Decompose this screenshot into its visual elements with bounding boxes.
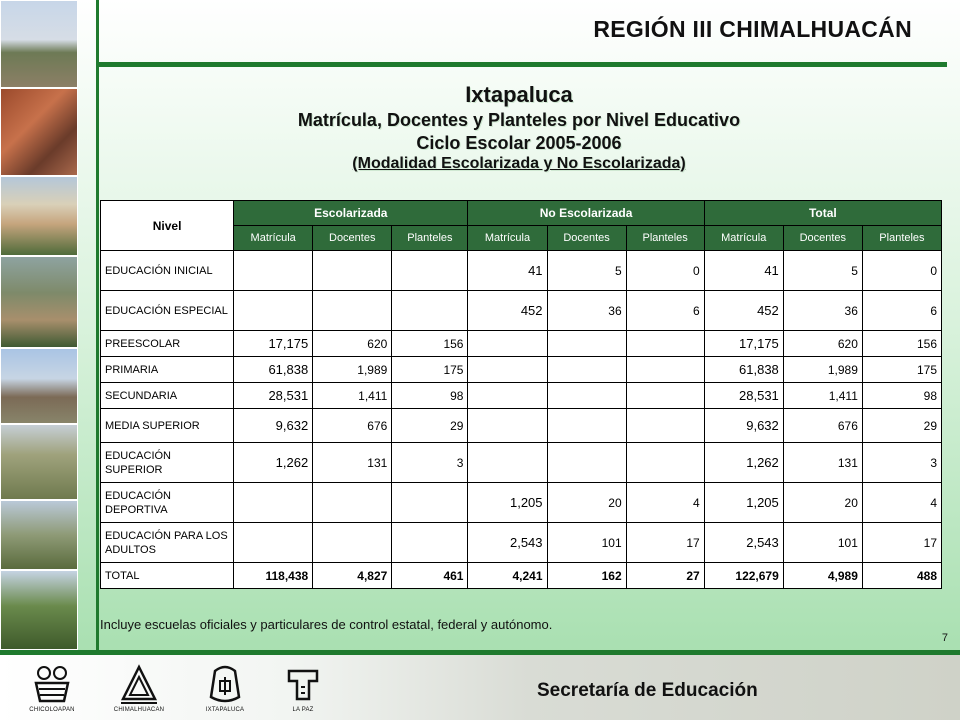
value-cell: [313, 251, 392, 291]
value-cell: [626, 357, 704, 383]
column-header: Docentes: [783, 226, 862, 251]
table-row: [101, 523, 942, 563]
value-cell: 4: [862, 483, 941, 523]
value-cell: [626, 383, 704, 409]
value-cell: [547, 409, 626, 443]
table-row: [101, 291, 942, 331]
logo-caption: CHICOLOAPAN: [29, 707, 75, 713]
value-cell: 36: [783, 291, 862, 331]
logo-caption: IXTAPALUCA: [205, 707, 245, 713]
value-cell: 0: [862, 251, 941, 291]
nivel-cell: PREESCOLAR: [101, 331, 234, 357]
value-cell: 1,989: [313, 357, 392, 383]
group-header-total: Total: [704, 201, 941, 226]
value-cell: 4,827: [313, 563, 392, 589]
group-header-row: [101, 201, 942, 226]
region-title: REGIÓN III CHIMALHUACÁN: [593, 16, 912, 42]
table-row: [101, 383, 942, 409]
value-cell: 101: [783, 523, 862, 563]
value-cell: [313, 523, 392, 563]
value-cell: [392, 483, 468, 523]
value-cell: 1,205: [468, 483, 547, 523]
value-cell: 6: [626, 291, 704, 331]
nivel-cell: EDUCACIÓN PARA LOS ADULTOS: [101, 523, 234, 563]
page-number: 7: [941, 632, 948, 644]
modality-title: (Modalidad Escolarizada y No Escolarizada): [352, 155, 686, 172]
value-cell: 1,411: [313, 383, 392, 409]
value-cell: 17,175: [234, 331, 313, 357]
logo-caption: LA PAZ: [292, 707, 314, 713]
column-header: Planteles: [862, 226, 941, 251]
value-cell: [392, 251, 468, 291]
cycle-title: Ciclo Escolar 2005-2006: [416, 133, 622, 153]
nivel-cell: EDUCACIÓN SUPERIOR: [101, 443, 234, 483]
value-cell: [626, 331, 704, 357]
value-cell: 1,205: [704, 483, 783, 523]
logo-caption: CHIMALHUACAN: [113, 707, 165, 713]
street-photo: [0, 256, 78, 348]
nivel-cell: EDUCACIÓN DEPORTIVA: [101, 483, 234, 523]
value-cell: 17,175: [704, 331, 783, 357]
footnote: Incluye escuelas oficiales y particulares de control estatal, federal y autónomo.: [100, 617, 553, 632]
value-cell: 1,262: [704, 443, 783, 483]
ixtapaluca-logo: [197, 663, 253, 713]
column-header: Docentes: [313, 226, 392, 251]
photo-strip: [0, 0, 82, 650]
value-cell: 156: [862, 331, 941, 357]
value-cell: 156: [392, 331, 468, 357]
value-cell: 41: [704, 251, 783, 291]
church-photo: [0, 0, 78, 88]
chicoloapan-logo: [24, 663, 80, 713]
value-cell: [547, 383, 626, 409]
value-cell: [547, 331, 626, 357]
value-cell: [468, 357, 547, 383]
value-cell: [626, 443, 704, 483]
value-cell: 131: [313, 443, 392, 483]
chimalhuacan-logo: [111, 663, 167, 713]
value-cell: 3: [392, 443, 468, 483]
value-cell: [234, 483, 313, 523]
value-cell: 41: [468, 251, 547, 291]
value-cell: 122,679: [704, 563, 783, 589]
cathedral-photo: [0, 176, 78, 256]
enrollment-table: [100, 200, 942, 589]
column-header: Planteles: [392, 226, 468, 251]
value-cell: 9,632: [704, 409, 783, 443]
value-cell: 1,411: [783, 383, 862, 409]
value-cell: [547, 443, 626, 483]
value-cell: 9,632: [234, 409, 313, 443]
value-cell: [392, 523, 468, 563]
value-cell: [313, 483, 392, 523]
value-cell: [626, 409, 704, 443]
trees-photo: [0, 570, 78, 650]
value-cell: 5: [547, 251, 626, 291]
value-cell: [547, 357, 626, 383]
value-cell: 452: [468, 291, 547, 331]
nivel-header: Nivel: [101, 201, 234, 251]
table-row: [101, 251, 942, 291]
nivel-cell: SECUNDARIA: [101, 383, 234, 409]
footer: [0, 655, 960, 720]
column-header: Matrícula: [234, 226, 313, 251]
title-block: [99, 82, 939, 174]
value-cell: 4,989: [783, 563, 862, 589]
municipality-title: Ixtapaluca: [465, 82, 573, 107]
value-cell: [468, 383, 547, 409]
table-row: [101, 331, 942, 357]
value-cell: 620: [783, 331, 862, 357]
value-cell: 2,543: [704, 523, 783, 563]
nivel-cell: EDUCACIÓN ESPECIAL: [101, 291, 234, 331]
value-cell: [468, 409, 547, 443]
value-cell: 101: [547, 523, 626, 563]
value-cell: 28,531: [234, 383, 313, 409]
value-cell: 3: [862, 443, 941, 483]
value-cell: [313, 291, 392, 331]
nivel-cell: MEDIA SUPERIOR: [101, 409, 234, 443]
value-cell: 29: [862, 409, 941, 443]
value-cell: 1,989: [783, 357, 862, 383]
value-cell: [392, 291, 468, 331]
ruins-photo: [0, 88, 78, 176]
value-cell: 28,531: [704, 383, 783, 409]
value-cell: 461: [392, 563, 468, 589]
value-cell: 29: [392, 409, 468, 443]
value-cell: [468, 331, 547, 357]
column-header: Matrícula: [468, 226, 547, 251]
value-cell: 2,543: [468, 523, 547, 563]
value-cell: [468, 443, 547, 483]
value-cell: 676: [313, 409, 392, 443]
group-header-escolarizada: Escolarizada: [234, 201, 468, 226]
value-cell: 0: [626, 251, 704, 291]
value-cell: 1,262: [234, 443, 313, 483]
value-cell: [234, 523, 313, 563]
value-cell: [234, 291, 313, 331]
value-cell: 676: [783, 409, 862, 443]
value-cell: 5: [783, 251, 862, 291]
chicoloapan-logo-icon: [30, 663, 74, 705]
value-cell: 98: [862, 383, 941, 409]
value-cell: 175: [392, 357, 468, 383]
header-divider: [99, 62, 947, 67]
nivel-cell: EDUCACIÓN INICIAL: [101, 251, 234, 291]
value-cell: 6: [862, 291, 941, 331]
value-cell: 118,438: [234, 563, 313, 589]
value-cell: 175: [862, 357, 941, 383]
value-cell: 4,241: [468, 563, 547, 589]
table-row: [101, 483, 942, 523]
nivel-cell: PRIMARIA: [101, 357, 234, 383]
value-cell: 131: [783, 443, 862, 483]
value-cell: 488: [862, 563, 941, 589]
value-cell: 20: [783, 483, 862, 523]
value-cell: 17: [862, 523, 941, 563]
nivel-cell: TOTAL: [101, 563, 234, 589]
secretaria-label: Secretaría de Educación: [537, 680, 758, 701]
value-cell: 61,838: [704, 357, 783, 383]
column-header: Matrícula: [704, 226, 783, 251]
ixtapaluca-logo-icon: [203, 663, 247, 705]
column-header: Planteles: [626, 226, 704, 251]
value-cell: 61,838: [234, 357, 313, 383]
value-cell: 27: [626, 563, 704, 589]
field-photo: [0, 424, 78, 500]
table-row: [101, 357, 942, 383]
la-paz-logo: [275, 663, 331, 713]
value-cell: 162: [547, 563, 626, 589]
value-cell: [234, 251, 313, 291]
value-cell: 4: [626, 483, 704, 523]
value-cell: 98: [392, 383, 468, 409]
total-row: [101, 563, 942, 589]
value-cell: 36: [547, 291, 626, 331]
chimalhuacan-logo-icon: [117, 663, 161, 705]
table-row: [101, 409, 942, 443]
value-cell: 20: [547, 483, 626, 523]
la-paz-logo-icon: [281, 663, 325, 705]
column-header: Docentes: [547, 226, 626, 251]
pyramid-photo: [0, 500, 78, 570]
value-cell: 452: [704, 291, 783, 331]
value-cell: 620: [313, 331, 392, 357]
table-row: [101, 443, 942, 483]
group-header-no-escolarizada: No Escolarizada: [468, 201, 704, 226]
subtitle: Matrícula, Docentes y Planteles por Nivel Educativo: [297, 110, 741, 130]
town-photo: [0, 348, 78, 424]
value-cell: 17: [626, 523, 704, 563]
